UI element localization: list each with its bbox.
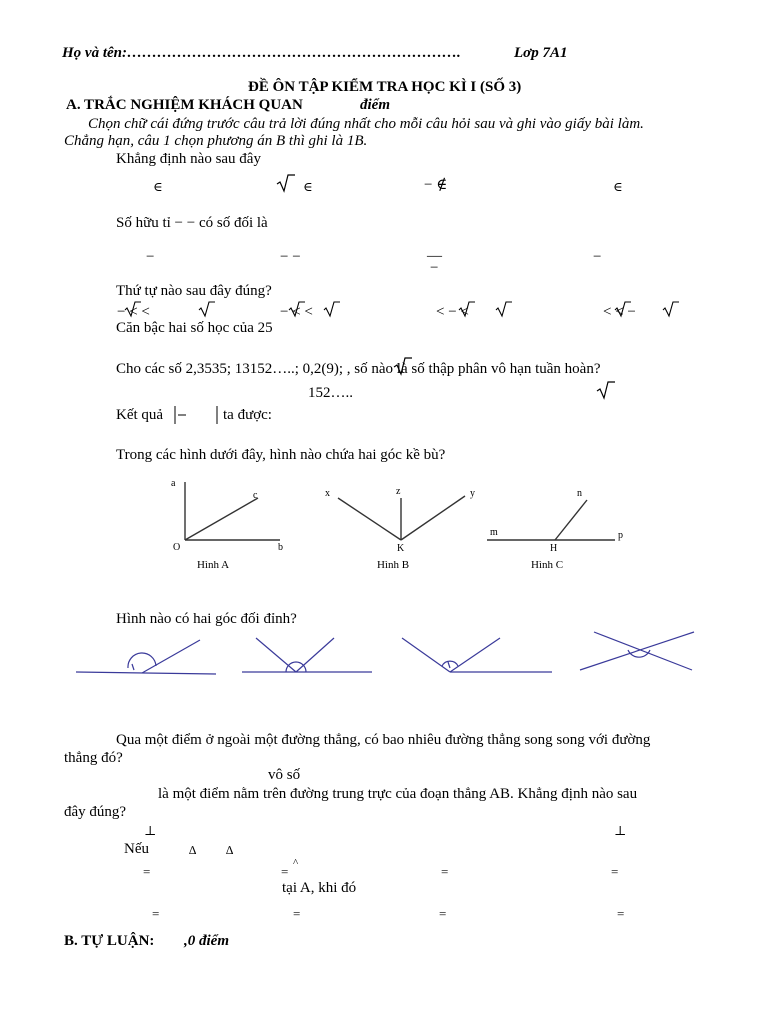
sqrt-symbol — [495, 300, 513, 318]
label-m: m — [490, 527, 498, 538]
sqrt-symbol — [614, 300, 632, 318]
hat-symbol: ^ — [293, 857, 299, 869]
equals-b: = — [281, 864, 289, 879]
q1-option-b: ∈ — [303, 179, 313, 194]
sqrt-symbol — [124, 300, 142, 318]
q8-stem: Hình nào có hai góc đối đỉnh? — [116, 611, 297, 627]
option-b-figure — [242, 638, 372, 672]
q3-option-c: < − < — [436, 304, 469, 320]
sqrt-symbol — [458, 300, 476, 318]
q10-stem-line-2: đây đúng? — [64, 804, 127, 820]
q1-option-a: ∈ — [153, 179, 163, 194]
equals-g: = — [439, 906, 447, 921]
label-b: b — [278, 542, 283, 553]
q2-option-d: − — [593, 249, 602, 265]
instruction-line-2: Chẳng hạn, câu 1 chọn phương án B thì ghi là 1B. — [64, 133, 368, 149]
triangle-symbol-2: ∆ — [226, 843, 234, 857]
label-k: K — [397, 543, 405, 554]
label-z: z — [396, 486, 401, 497]
sqrt-symbol — [596, 380, 616, 400]
label-o: O — [173, 542, 181, 553]
name-label: Họ và tên:…………………………………………………………. — [62, 45, 461, 61]
sqrt-symbol — [662, 300, 680, 318]
q3-option-a: − < < — [117, 304, 150, 320]
q7-stem: Trong các hình dưới đây, hình nào chứa hai góc kề bù? — [116, 447, 446, 463]
perp-symbol-1: ⊥ — [144, 823, 157, 838]
q2-option-b: − − — [280, 249, 301, 265]
q9-option: vô số — [268, 767, 301, 783]
label-y: y — [470, 488, 475, 499]
equals-h: = — [617, 906, 625, 921]
option-d-figure — [580, 632, 694, 670]
class-label: Lơp 7A1 — [514, 45, 568, 61]
figure-a — [171, 478, 283, 571]
option-a-figure — [76, 640, 216, 674]
q2-option-a: − — [146, 249, 155, 265]
q9-stem-line-1: Qua một điểm ở ngoài một đường thẳng, có bao nhiêu đường thẳng song song với đường — [116, 732, 651, 748]
q3-option-d: < < − — [603, 304, 636, 320]
q5-option-b: 152….. — [308, 385, 353, 401]
q10-stem-line-1: là một điểm nằm trên đường trung trực của đoạn thẳng AB. Khẳng định nào sau — [158, 786, 638, 802]
q2-option-c: — — [427, 248, 442, 264]
q4-stem: Căn bậc hai số học của 25 — [116, 320, 273, 336]
triangle-symbol-1: ∆ — [189, 843, 197, 857]
label-p: p — [618, 530, 623, 541]
q1-option-d: ∈ — [613, 179, 623, 194]
label-h: H — [550, 543, 558, 554]
section-a-title: A. TRẮC NGHIỆM KHÁCH QUAN — [66, 97, 303, 113]
q6-stem-end: ta được: — [223, 407, 272, 423]
figure-c — [487, 488, 623, 571]
fig-c-caption: Hình C — [531, 559, 564, 571]
q3-stem: Thứ tự nào sau đây đúng? — [116, 283, 272, 299]
q1-option-c: − ∉ — [424, 177, 448, 193]
q1-stem: Khẳng định nào sau đây — [116, 151, 261, 167]
label-x: x — [325, 488, 330, 499]
fig-a-caption: Hình A — [197, 559, 230, 571]
q9-stem-line-2: thẳng đó? — [64, 750, 123, 766]
equals-e: = — [152, 906, 160, 921]
fig-b-caption: Hình B — [377, 559, 410, 571]
section-a-points: điểm — [360, 97, 390, 113]
section-b-title: B. TỰ LUẬN: — [64, 933, 155, 949]
label-a: a — [171, 478, 176, 489]
equals-c: = — [441, 864, 449, 879]
sqrt-symbol — [288, 300, 306, 318]
section-b-points: ,0 điểm — [184, 933, 229, 949]
adjacent-angles-figures — [165, 474, 655, 574]
sqrt-symbol — [276, 173, 296, 193]
q2-stem: Số hữu tỉ − − có số đối là — [116, 215, 268, 231]
q5-stem: Cho các số 2,3535; 13152…..; 0,2(9); , số nào là số thập phân vô hạn tuần hoàn? — [116, 361, 601, 377]
equals-d: = — [611, 864, 619, 879]
sqrt-symbol — [198, 300, 216, 318]
label-n: n — [577, 488, 582, 499]
figure-b — [325, 486, 475, 571]
exam-title: ĐỀ ÔN TẬP KIỂM TRA HỌC KÌ I (SỐ 3) — [248, 79, 522, 95]
perp-symbol-2: ⊥ — [614, 823, 627, 838]
vertical-angles-figures — [72, 628, 702, 688]
q2-option-c-sub: − — [430, 260, 439, 276]
abs-value-bars — [173, 404, 223, 426]
instruction-line-1: Chọn chữ cái đứng trước câu trả lời đúng nhất cho mỗi câu hỏi sau và ghi vào giấy bài làm. — [88, 116, 644, 132]
q11-tai-a: tại A, khi đó — [282, 880, 357, 896]
sqrt-symbol — [393, 356, 413, 376]
q11-neu: Nếu — [124, 841, 149, 857]
equals-a: = — [143, 864, 151, 879]
label-c: c — [253, 490, 258, 501]
equals-f: = — [293, 906, 301, 921]
q6-stem-start: Kết quả — [116, 407, 164, 423]
sqrt-symbol — [323, 300, 341, 318]
q3-option-b: − < < — [280, 304, 313, 320]
option-c-figure — [402, 638, 552, 672]
